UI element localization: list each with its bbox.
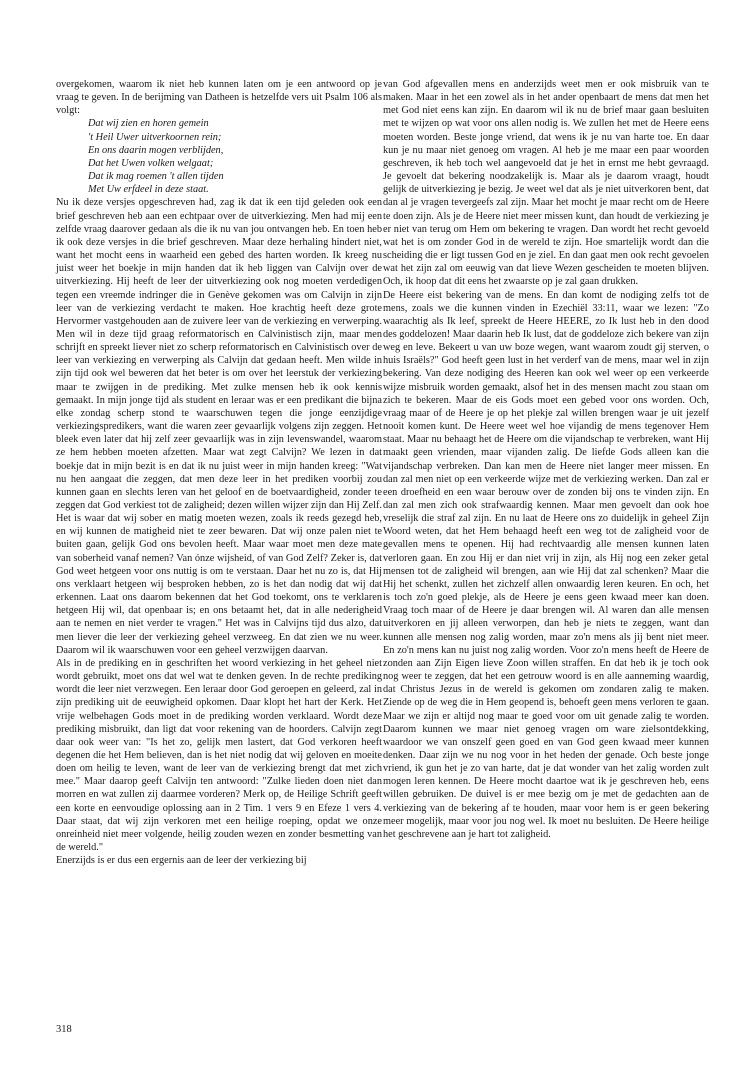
- poem-line: 't Heil Uwer uitverkoornen rein;: [88, 131, 222, 143]
- poem-line: Met Uw erfdeel in deze staat.: [88, 184, 209, 196]
- right-column: [383, 78, 709, 841]
- left-column: [56, 78, 382, 867]
- poem-line: Dat wij zien en horen gemein: [88, 118, 209, 130]
- poem-line: En ons daarin mogen verblijden,: [88, 144, 224, 156]
- poem-line: Dat het Uwen volken welgaat;: [88, 157, 214, 169]
- body-paragraph: van God afgevallen mens en anderzijds weet men er ook misbruik van te maken. Maar in het een zowel als in het ander openbaart de mens dat men het met God niet eens kan zijn. En daarom wil ik nu de brief maar gaan besluiten met te wijzen op wat voor ons allen nodig is. We zullen het met de Heere eens moeten worden. Beste jonge vriend, dat wens ik je nu van harte toe. En daar kun je nu maar niet genoeg om vragen. Al heb je me maar een paar woorden geschreven, ik heb toch wel aangevoeld dat je het in ernst me hebt gevraagd. Je gevoelt dat bekering noodzakelijk is. Maar als je daarom vraagt, houdt gelijk de uitverkiezing je bezig. Je weet wel dat als je niet uitverkoren bent, dat dan al je vragen tevergeefs zal zijn. Maar het mocht je maar recht om de Heere te doen zijn. Als je de Heere niet meer missen kunt, dan houdt de verkiezing je er niet van terug om Hem om bekering te vragen. Dan wordt het recht gevoeld wat het is om zonder God in de wereld te zijn. Hoe smartelijk wordt dan die scheiding die er ligt tussen God en je ziel. En dan gaat men ook recht gevoelen wat het zijn zal om eeuwig van dat lieve Wezen gescheiden te moeten blijven. Och, ik hoop dat dit eens het zwaarste op je zal gaan drukken.: [383, 79, 709, 288]
- body-paragraph: Enerzijds is er dus een ergernis aan de leer der verkiezing bij: [56, 855, 307, 867]
- body-paragraph: De Heere eist bekering van de mens. En dan komt de nodiging zelfs tot de mens, zoals we die kunnen vinden in Ezechiël 33:11, waar we lezen: "Zo waarachtig als Ik leef, spreekt de Heere HEERE, zo Ik lust heb in den dood des goddelozen! Maar daarin heb Ik lust, dat de goddeloze zich bekere van zijn weg en leve. Bekeert u van uw boze wegen, want waarom zoudt gij sterven, o huis Israëls?" God heeft geen lust in het verderf van de mens, maar wel in zijn bekering. Van deze nodiging des Heeren kan ook wel weer op een verkeerde wijze misbruik worden gemaakt, alsof het in des mensen macht zou staan om zich te bekeren. Maar de eis Gods moet een gebed voor ons worden. Och, vraag maar of de Heere je op het plekje zal willen brengen waar je uit jezelf nooit komen kunt. De Heere weet wel hoe vijandig de mens tegenover Hem staat. Maar nu behaagt het de Heere om die vijandschap te verbreken, want Hij maakt geen vrienden, maar vijanden zalig. De liefde Gods alleen kan die vijandschap verbreken. Dan kan men de Heere niet langer meer missen. En dan zal men niet op een verkeerde wijze met de verkiezing werken. Dan zal er een droefheid en een waar berouw over de zonden bij ons te vinden zijn. En dan zal men zich ook strafwaardig kennen. Maar men gevoelt dan ook hoe vreselijk die straf zal zijn. En nu laat de Heere ons zo duidelijk in geheel Zijn Woord weten, dat het Hem behaagd heeft een weg tot de zaligheid voor de gevallen mens te openen. Hij had rechtvaardig alle mensen kunnen laten verloren gaan. En zou Hij er dan niet vrij in zijn, als Hij nog een zeker getal mensen tot de zaligheid wil brengen, aan wie Hij dat zal schenken? Maar die Hij het schenkt, zullen het zichzelf allen onwaardig leren keuren. En och, het is toch zo'n goed plekje, als de Heere je eens geen kwaad meer kan doen. Vraag toch maar of de Heere je daar brengen wil. Al waren dan alle mensen uitverkoren en jij alleen verworpen, dan heb je niets te zeggen, want dan kunnen alle mensen nog zalig worden, maar zo'n mens als jij bent niet meer. En zo'n mens kan nu juist nog zalig worden. Voor zo'n mens heeft de Heere de zonden aan Zijn Eigen lieve Zoon willen straffen. En dat heb ik je toch ook nog weer te zeggen, dat het een getrouw woord is en alle aanneming waardig, dat Christus Jezus in de wereld is gekomen om zondaren zalig te maken. Ziende op de weg die in Hem geopend is, behoeft geen mens verloren te gaan. Maar we zijn er altijd nog maar te goed voor om uit genade zalig te worden. Daarom kunnen we maar niet genoeg vragen om ware zielsontdekking, waardoor we van onszelf geen goed en van God geen kwaad meer kunnen denken. Daar zijn we nu nog voor in het heden der genade. Och beste jonge vriend, ik gun het je zo van harte, dat je dat wonder van het zalig worden zult mogen leren kennen. De Heere mocht daartoe wat ik je geschreven heb, eens willen gebruiken. De duivel is er mee bezig om je met de gedachten aan de verkiezing van de bekering af te houden, maar voor hem is er geen bekering meer mogelijk, maar voor jou nog wel. Ik moet nu besluiten. De Heere heilige het geschrevene aan je hart tot zaligheid.: [383, 289, 709, 840]
- intro-paragraph: overgekomen, waarom ik niet heb kunnen laten om je een antwoord op je vraag te geven. In de berijming van Datheen is hetzelfde vers uit Psalm 106 als volgt:: [56, 79, 382, 117]
- poem-line: Dat ik mag roemen 't allen tijden: [88, 171, 224, 183]
- psalm-verse: [56, 117, 382, 196]
- page-number: 318: [56, 1024, 72, 1035]
- body-paragraph: Als in de prediking en in geschriften het woord verkiezing in het geheel niet wordt gebruikt, moet ons dat wel wat te denken geven. In de rechte prediking wordt die leer niet verzwegen. Een leraar door God geroepen en geleerd, zal in zijn prediking uit de eeuwigheid opkomen. Daar klopt het hart der Kerk. Het vrije welbehagen Gods moet in de prediking worden verklaard. Wordt deze prediking misbruikt, dan ligt dat voor rekening van de hoorders. Calvijn zegt daar ook weer van: "Is het zo, gelijk men lastert, dat God verkoren heeft degenen die het Hem believen, dan is het niet nodig dat wij geloven en moeite doen om heilig te leven, want de leer van de verkiezing brengt dat met zich mee." Maar daarop geeft Calvijn ten antwoord: "Zulke lieden doen niet dan morren en wat zullen zij daarmee vorderen? Merk op, de Heilige Schrift geeft een korte en eenvoudige oplossing aan in 2 Tim. 1 vers 9 en Efeze 1 vers 4. Daar staat, dat wij zijn verkoren met een heilige roeping, opdat we onze onreinheid niet meer volgende, heilig zouden wezen en zonder besmetting van de wereld.": [56, 657, 382, 854]
- body-paragraph: Nu ik deze versjes opgeschreven had, zag ik dat ik een tijd geleden ook een brief geschreven heb aan een echtpaar over de uitverkiezing. Men had mij een zelfde vraag daarover gedaan als die ik nu van jou ontvangen heb. En toen heb ik ook deze versjes in die brief geschreven. Maar deze herhaling hindert niet, want het mocht eens in waarheid een gebed des harten worden. Ik kreeg nu juist weer het boekje in mijn handen dat ik heb liggen van Calvijn over de uitverkiezing. Hij heeft de leer der uitverkiezing ook nog moeten verdedigen tegen een vreemde indringer die in Genève gekomen was om Calvijn in zijn leer van de verkiezing verdacht te maken. Hoe krachtig heeft deze grote Hervormer vastgehouden aan de zuivere leer van de verkiezing en verwerping. Men wil in deze tijd graag reformatorisch en Calvinistisch zijn, maar men schrijft en spreekt liever niet zo scherp reformatorisch en Calvinistisch over de leer van verkiezing en verwerping als Calvijn dat gedaan heeft. Men wilde in zijn tijd ook wel beweren dat het beter is om over het leerstuk der verkiezing maar te zwijgen in de prediking. Met zulke mensen heb ik ook kennis gemaakt. In mijn jonge tijd als student en leraar was er een predikant die bijna elke zondag scherp stond te waarschuwen tegen die jonge eenzijdige verkiezingspredikers, want die waren zeer gevaarlijk volgens zijn zeggen. Het bleek even later dat hij zelf zeer gevaarlijk was in zijn levenswandel, waarom ze hem hebben moeten afzetten. Maar wat zegt Calvijn? We lezen in dat boekje dat in mijn bezit is en dat ik nu juist weer in mijn handen kreeg: "Wat nu hen aangaat die zeggen, dat men deze leer in het prediken voorbij zou kunnen gaan en slechts leren van het geloof en de boetvaardigheid, zonder te zeggen dat God verkiest tot de zaligheid; dezen willen wijzer zijn dan Hij Zelf. Het is waar dat wij sober en matig moeten wezen, zoals ik reeds gezegd heb, en wij kunnen de matigheid niet te zeer bewaren. Dat wij onze palen niet te buiten gaan, gelijk God ons bevolen heeft. Maar waar moet men deze mate van soberheid vanaf nemen? Van ónze wijsheid, of van God Zelf? Zeker is, dat God weet hetgeen voor ons nuttig is om te verstaan. Daar het nu zo is, dat Hij ons verklaart hetgeen wij besproken hebben, zo is het dan nodig dat wij dat erkennen. Laat ons daarom bekennen dat het God toekomt, ons te verklaren hetgeen Hij wil, dat openbaar is; en ons betaamt het, dat in alle nederigheid aan te nemen en niet verder te vragen." Het was in Calvijns tijd dus alzo, dat men liever die leer der verkiezing geheel verzweeg. En dat zien we nu weer. Daarom wil ik waarschuwen voor een geheel verzwijgen daarvan.: [56, 197, 382, 656]
